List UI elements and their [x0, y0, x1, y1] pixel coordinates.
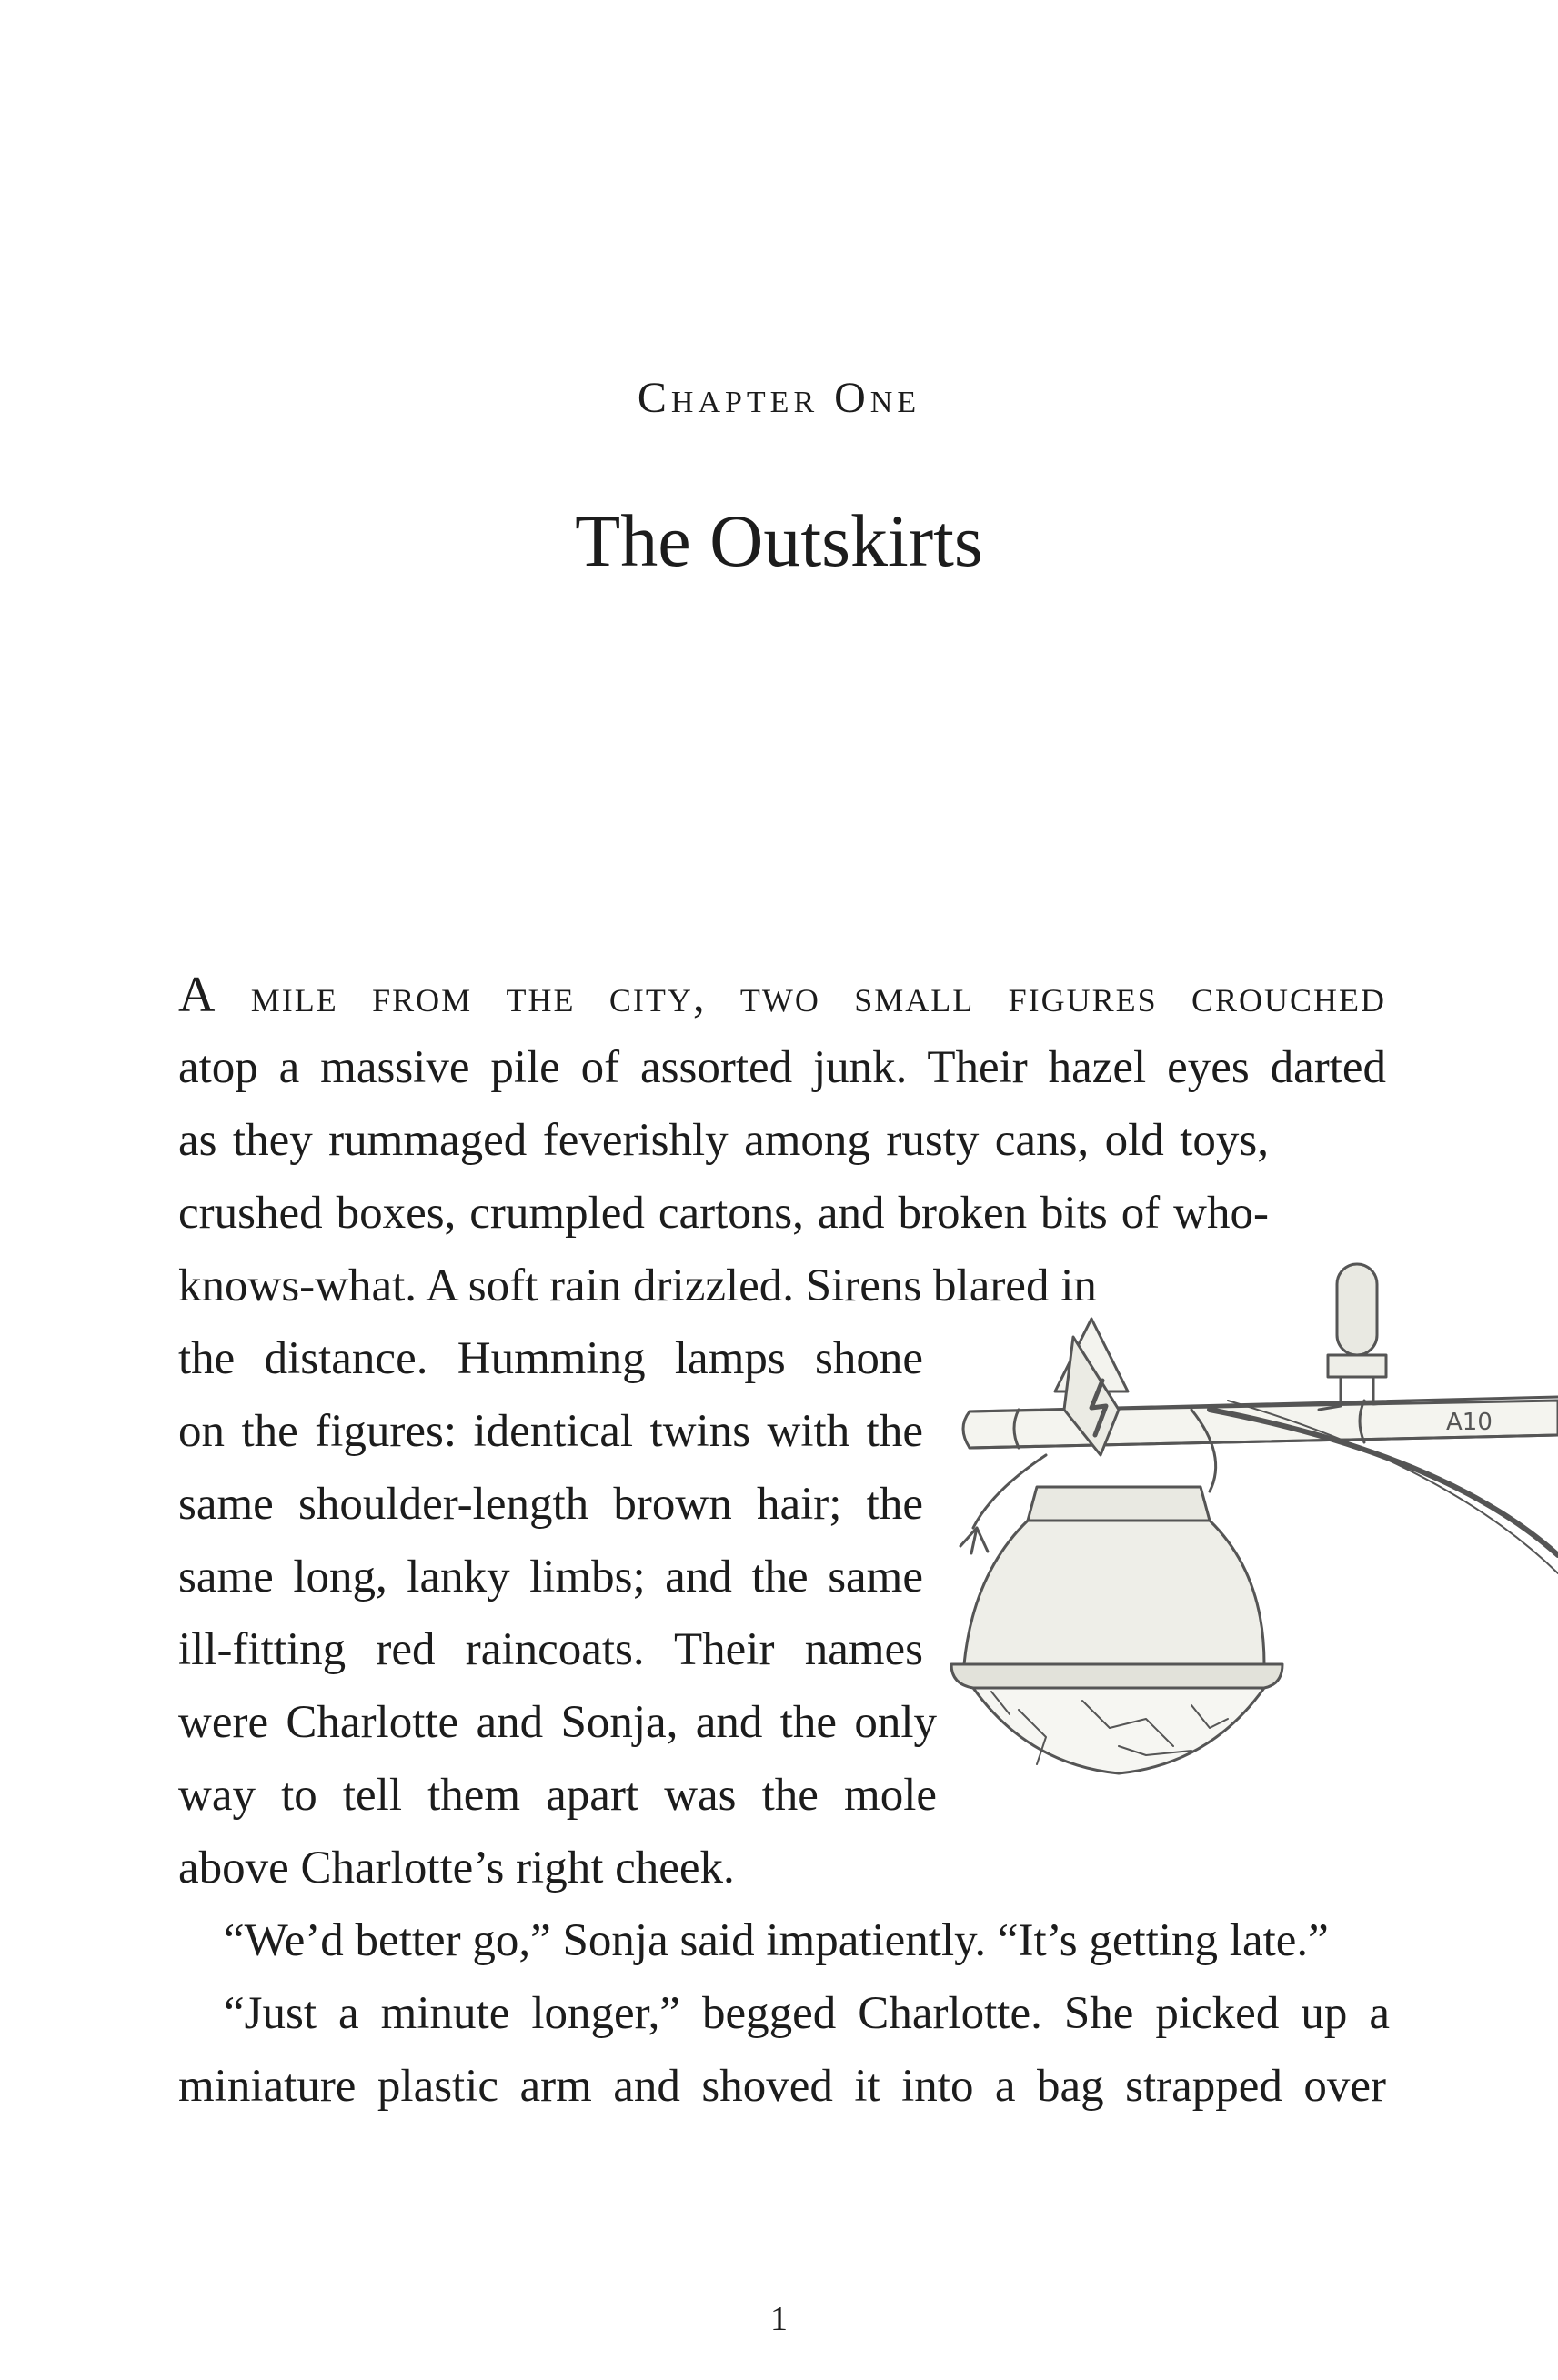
body-line: on the figures: identical twins with the [178, 1406, 923, 1457]
body-line: crushed boxes, crumpled cartons, and broken bits of who- [178, 1188, 1269, 1239]
body-line: “Just a minute longer,” begged Charlotte. She picked up a [224, 1988, 1390, 2039]
lamp-label: A10 [1446, 1409, 1493, 1436]
first-line-text: mile from the city, two small figures crouched [216, 971, 1386, 1022]
body-line: miniature plastic arm and shoved it into a bag strapped over [178, 2061, 1386, 2112]
page-number: 1 [770, 2300, 788, 2338]
body-line: above Charlotte’s right cheek. [178, 1843, 735, 1893]
body-line: “We’d better go,” Sonja said impatiently. “It’s getting late.” [224, 1915, 1329, 1966]
body-line: same shoulder-length brown hair; the [178, 1479, 923, 1530]
body-line: the distance. Humming lamps shone [178, 1333, 923, 1384]
first-line [178, 968, 1386, 1022]
chapter-label: Chapter One [637, 374, 921, 422]
chapter-title: The Outskirts [575, 499, 983, 582]
body-line: ill-fitting red raincoats. Their names [178, 1624, 923, 1675]
opening-letter: A [178, 967, 217, 1023]
body-line: were Charlotte and Sonja, and the only [178, 1697, 937, 1748]
body-line: knows-what. A soft rain drizzled. Sirens blared in [178, 1260, 1097, 1311]
body-line: same long, lanky limbs; and the same [178, 1552, 923, 1602]
body-line: atop a massive pile of assorted junk. Their hazel eyes darted [178, 1042, 1386, 1093]
body-line: way to tell them apart was the mole [178, 1770, 937, 1821]
body-line: as they rummaged feverishly among rusty cans, old toys, [178, 1115, 1269, 1166]
street-lamp-illustration [937, 1182, 1558, 1873]
